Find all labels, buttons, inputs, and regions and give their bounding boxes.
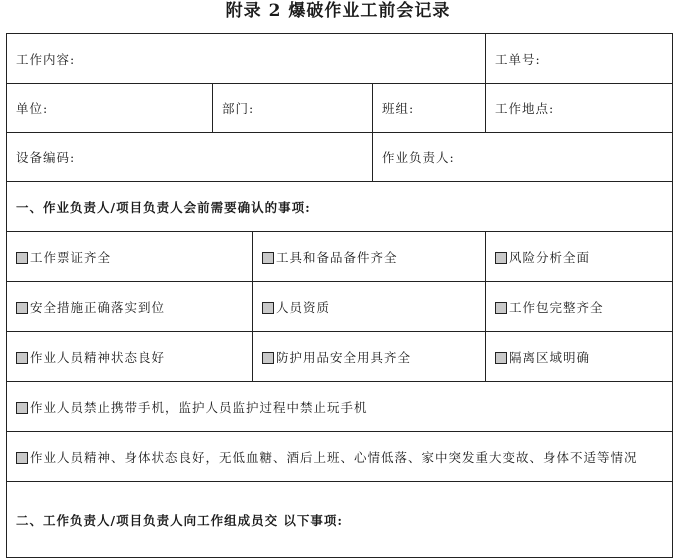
work-location-label: 工作地点: [495,101,555,116]
checkbox-icon[interactable] [495,352,507,364]
department-label: 部门: [222,101,255,116]
ticket-no-field[interactable] [486,34,673,84]
work-location-field[interactable] [486,84,673,133]
check-item[interactable] [7,382,673,432]
work-leader-label: 作业负责人: [382,150,455,165]
section2-heading: 二、工作负责人/项目负责人向工作组成员交 以下事项: [16,512,344,528]
checkbox-icon[interactable] [16,402,28,414]
check-item-label: 安全措施正确落实到位 [30,299,166,315]
check-item[interactable] [486,232,673,282]
section1-heading: 一、作业负责人/项目负责人会前需要确认的事项: [7,182,673,232]
check-item[interactable] [7,332,253,382]
team-label: 班组: [382,101,415,116]
work-leader-field[interactable] [373,133,673,182]
check-item[interactable] [7,282,253,332]
work-content-field[interactable] [7,34,486,84]
checkbox-icon[interactable] [262,352,274,364]
checkbox-icon[interactable] [262,252,274,264]
document-title: 附录 2 爆破作业工前会记录 [225,1,451,21]
work-content-label: 工作内容: [16,51,76,67]
check-item-label: 作业人员精神、身体状态良好，无低血糖、酒后上班、心情低落、家中突发重大变故、身体不适等情况 [30,449,638,465]
unit-field[interactable] [7,84,213,133]
check-item[interactable] [253,332,486,382]
check-item-label: 作业人员精神状态良好 [30,349,166,365]
check-item-label: 人员资质 [276,299,331,315]
checkbox-icon[interactable] [495,302,507,314]
unit-label: 单位: [16,101,49,116]
section2-area[interactable] [7,482,673,558]
check-item-label: 工作包完整齐全 [509,299,604,315]
equipment-code-field[interactable] [7,133,373,182]
ticket-no-label: 工单号: [495,51,541,67]
checkbox-icon[interactable] [16,252,28,264]
check-item-label: 风险分析全面 [509,249,591,265]
check-item[interactable] [7,232,253,282]
check-item[interactable] [486,332,673,382]
check-item[interactable] [7,432,673,482]
team-field[interactable] [373,84,486,133]
check-item-label: 工具和备品备件齐全 [276,249,398,265]
check-item-label: 工作票证齐全 [30,249,112,265]
check-item[interactable] [486,282,673,332]
equipment-code-label: 设备编码: [16,150,76,165]
check-item[interactable] [253,232,486,282]
checkbox-icon[interactable] [495,252,507,264]
checkbox-icon[interactable] [16,452,28,464]
checkbox-icon[interactable] [16,352,28,364]
check-item-label: 防护用品安全用具齐全 [276,349,412,365]
check-item[interactable] [253,282,486,332]
check-item-label: 隔离区域明确 [509,349,591,365]
check-item-label: 作业人员禁止携带手机，监护人员监护过程中禁止玩手机 [30,399,368,415]
department-field[interactable] [213,84,373,133]
checkbox-icon[interactable] [16,302,28,314]
pre-work-meeting-form [6,33,673,558]
checkbox-icon[interactable] [262,302,274,314]
